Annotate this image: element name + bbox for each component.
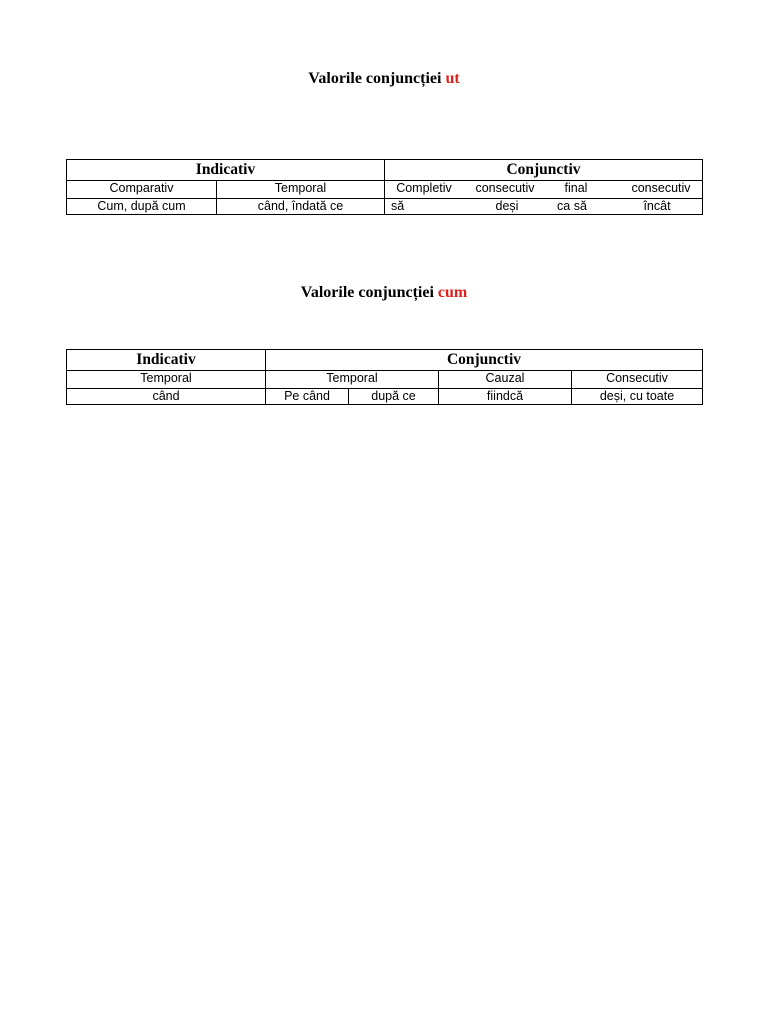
sub-completiv: Completiv bbox=[396, 181, 452, 195]
val-consecutiv-2: încât bbox=[643, 199, 671, 213]
header-conjunctiv: Conjunctiv bbox=[506, 161, 581, 178]
value-row bbox=[67, 198, 702, 215]
val-cand: când bbox=[152, 389, 180, 403]
subheader-row bbox=[67, 370, 702, 388]
title-conjunctia-cum bbox=[0, 283, 768, 303]
title-cum-prefix: Valorile conjuncției bbox=[300, 284, 434, 301]
val-temporal: când, îndată ce bbox=[257, 199, 344, 213]
sub-temporal-indicativ: Temporal bbox=[140, 371, 192, 385]
sub-consecutiv: Consecutiv bbox=[606, 371, 668, 385]
table-ut bbox=[66, 159, 703, 215]
table-cum bbox=[66, 349, 703, 405]
val-final: ca să bbox=[557, 199, 587, 213]
header-indicativ: Indicativ bbox=[136, 351, 196, 368]
sub-final: final bbox=[564, 181, 588, 195]
title-ut-word: ut bbox=[445, 70, 460, 87]
subheader-row bbox=[67, 180, 702, 198]
sub-consecutiv-2: consecutiv bbox=[631, 181, 691, 195]
val-completiv: să bbox=[391, 199, 405, 213]
title-conjunctia-ut bbox=[0, 69, 768, 89]
header-row bbox=[67, 160, 702, 180]
val-consecutiv: deși bbox=[495, 199, 519, 213]
sub-consecutiv: consecutiv bbox=[475, 181, 535, 195]
val-pe-cand: Pe când bbox=[284, 389, 330, 403]
title-cum-word: cum bbox=[437, 284, 468, 301]
header-row bbox=[67, 350, 702, 370]
val-comparativ: Cum, după cum bbox=[97, 199, 186, 213]
title-ut-prefix: Valorile conjuncției bbox=[308, 70, 442, 87]
header-conjunctiv: Conjunctiv bbox=[446, 351, 522, 368]
sub-comparativ: Comparativ bbox=[109, 181, 174, 195]
value-row bbox=[67, 388, 702, 405]
sub-temporal-conjunctiv: Temporal bbox=[326, 371, 378, 385]
val-fiindca: fiindcă bbox=[486, 389, 524, 403]
val-desi-cu-toate: deși, cu toate bbox=[599, 389, 675, 403]
sub-temporal: Temporal bbox=[274, 181, 327, 195]
header-indicativ: Indicativ bbox=[195, 161, 256, 178]
sub-cauzal: Cauzal bbox=[485, 371, 525, 385]
val-dupa-ce: după ce bbox=[371, 389, 416, 403]
